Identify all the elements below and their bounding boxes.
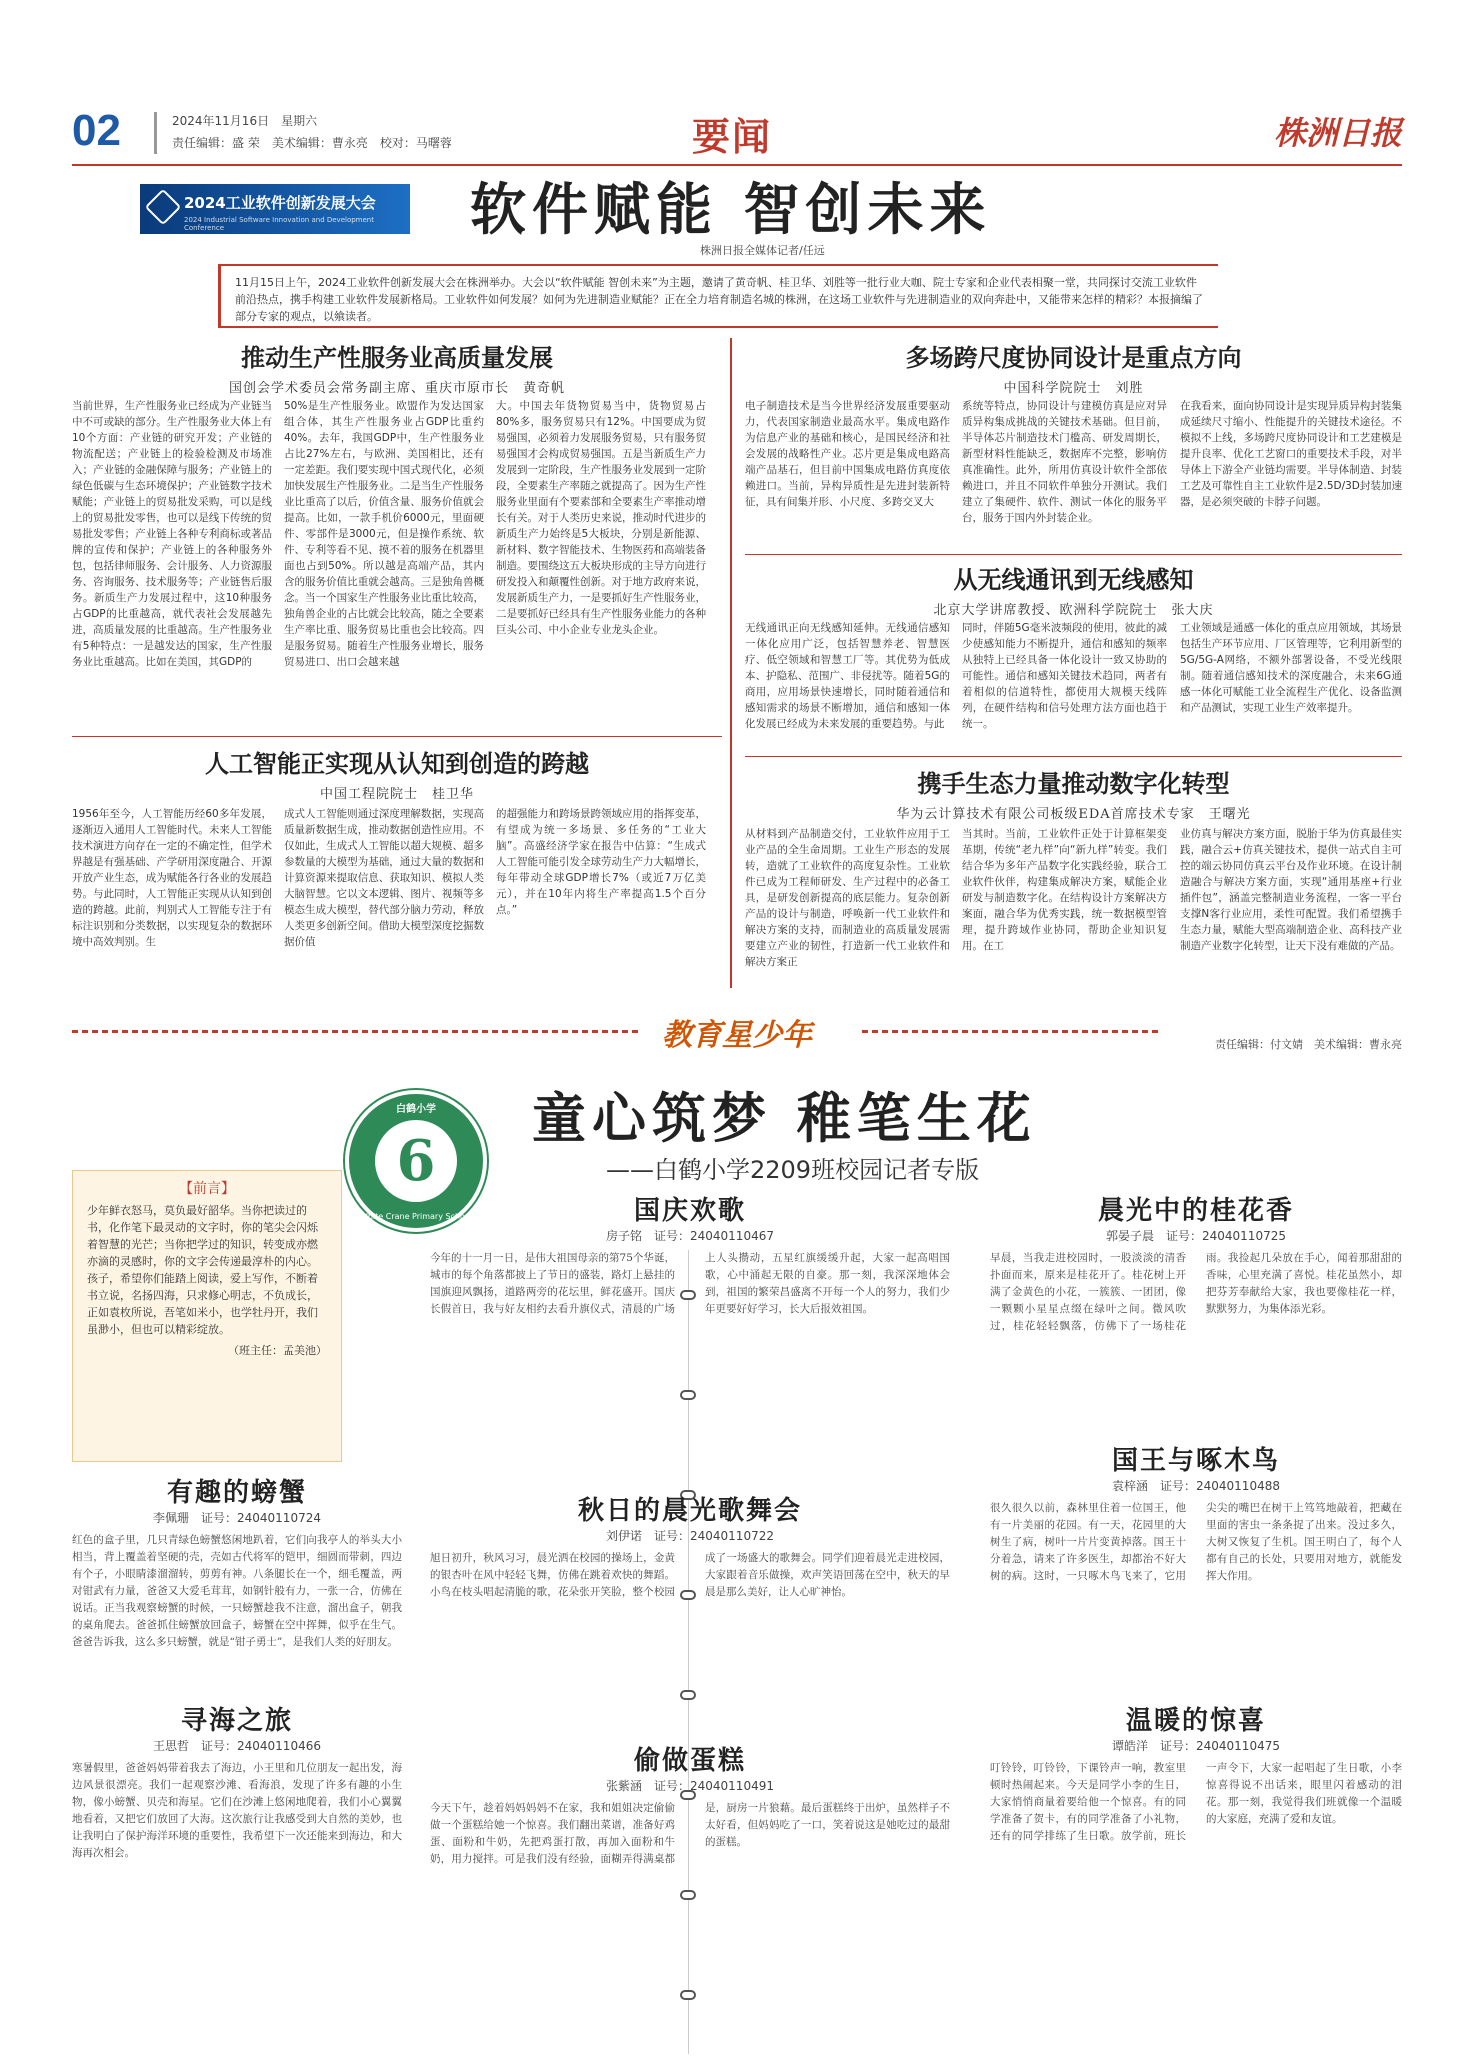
story-author: 李佩珊 证号：24040110724 xyxy=(153,1511,321,1525)
section-title: 要闻 xyxy=(692,114,773,159)
article-column: 当前世界，生产性服务业已经成为产业链当中不可或缺的部分。生产性服务业大体上有10个方面：产业链的研究开发；产业链的物流配送；产业链上的检验检测及市场准入；产业链的金融保障与服务；产业链上的绿色低碳与生态环境保护；产业链数字技术赋能；产业链上的贸易批发采购，可以是线上的贸易批发零售，也可以是线下传统的贸易批发零售；产业链上各种专利商标或著品牌的宣传和保护；产业链上的各种服务外包，包括律师服务、会计服务、人力资源服务、咨询服务、技术服务等；产业链售后服务。新质生产力发展过程中，这10种服务占GDP的比重越高，就代表社会发展越先进，高质量发展的比重越高。生产性服务业有5种特点：一是越发达的国家，生产性服务业比重越高。比如在美国，其GDP的 xyxy=(72,400,272,668)
story-title: 有趣的螃蟹 xyxy=(166,1478,307,1508)
article-collab-design xyxy=(745,338,1402,396)
page-header xyxy=(72,106,1402,162)
article-ai-creation xyxy=(72,744,722,802)
story-text: 今年的十一月一日，是伟大祖国母亲的第75个华诞，城市的每个角落都披上了节日的盛装，路灯上悬挂的国旗迎风飘扬，道路两旁的花坛里，鲜花盛开。国庆长假首日，我与好友相约去看升旗仪式，清晨的广场上人头攒动，五星红旗缓缓升起，大家一起高唱国歌，心中涌起无限的自豪。那一刻，我深深地体会到，祖国的繁荣昌盛离不开每一个人的努力，我们少年更要好好学习，长大后报效祖国。 xyxy=(430,1252,950,1315)
crane-icon: 6 xyxy=(396,1128,436,1194)
education-band xyxy=(72,1010,1402,1054)
article-byline: 中国工程院院士 桂卫华 xyxy=(319,787,474,802)
story-king-woodpecker xyxy=(990,1440,1402,1720)
article-divider xyxy=(745,756,1402,757)
preface-text: 少年鲜衣怒马，莫负最好韶华。当你把读过的书，化作笔下最灵动的文字时，你的笔尖会闪烁着智慧的光芒；当你把学过的知识，转变成亦燃亦滴的灵感时，你的文字会传递最淳朴的内心。孩子，希望你们能踏上阅读，爱上写作，不断着书立说，名扬四海，只求修心明志，不负成长，正如袁枚所说，吾笔如米小，也学牡丹开，我们虽渺小，但也可以精彩绽放。 xyxy=(87,1204,318,1336)
story-author: 王思哲 证号：24040110466 xyxy=(153,1739,321,1753)
story-text: 叮铃铃，叮铃铃，下课铃声一响，教室里顿时热闹起来。今天是同学小李的生日，大家悄悄商量着要给他一个惊喜。有的同学准备了贺卡，有的同学准备了小礼物，还有的同学排练了生日歌。放学前，班长一声令下，大家一起唱起了生日歌，小李惊喜得说不出话来，眼里闪着感动的泪花。那一刻，我觉得我们班就像一个温暖的大家庭，充满了爱和友谊。 xyxy=(990,1762,1402,1842)
article-byline: 国创会学术委员会常务副主席、重庆市原市长 黄奇帆 xyxy=(228,381,565,396)
story-cake xyxy=(430,1740,950,2040)
article-column: 工业领域是通感一体化的重点应用领域，其场景包括生产环节应用、厂区管理等，它利用新型的5G/5G-A网络，不额外部署设备，不受光线限制。随着通信感知技术的深度融合，未来6G通感一体化可赋能工业全流程生产优化、设备监测和产品测试，实现工业生产效率提升。 xyxy=(1180,622,1402,714)
story-author: 刘伊诺 证号：24040110722 xyxy=(606,1529,774,1543)
conference-banner xyxy=(140,184,410,234)
article-column: 50%是生产性服务业。欧盟作为发达国家组合体，其生产性服务业占GDP比重约40%。去年，我国GDP中，生产性服务业占比27%左右，与欧洲、美国相比，还有一定差距。我们要实现中国式现代化，必须加快发展生产性服务业。二是当生产性服务业比重高了以后，价值含量、服务价值就会提高。比如，一款手机价6000元，里面硬件、零部件是3000元，但是操作系统、软件、专利等看不见、摸不着的服务在机器里面也占到50%。所以越是高端产品，其内含的服务价值比重就会越高。三是独角兽概念。当一个国家生产性服务业比重比较高，独角兽企业的占比就会比较高，随之全要素生产率比重、服务贸易比重也会比较高。四是服务贸易。随着生产性服务业增长，服务贸易进口、出口会越来越 xyxy=(284,400,484,668)
story-title: 温暖的惊喜 xyxy=(1125,1706,1266,1736)
story-title: 国庆欢歌 xyxy=(633,1196,746,1226)
preface-title: 【前言】 xyxy=(179,1181,235,1197)
story-title: 偷做蛋糕 xyxy=(633,1746,746,1776)
emblem-english: White Crane Primary School xyxy=(359,1212,473,1221)
article-byline: 华为云计算技术有限公司板级EDA首席技术专家 王曙光 xyxy=(896,807,1251,822)
band-rule xyxy=(862,1030,1162,1033)
logo-part-a: 教育 xyxy=(662,1018,722,1053)
education-headline: 童心筑梦 稚笔生花 xyxy=(532,1087,1037,1150)
preface-signature: （班主任：孟美池） xyxy=(228,1344,327,1357)
conference-logo-icon xyxy=(145,189,182,226)
story-text: 寒暑假里，爸爸妈妈带着我去了海边，小王里和几位朋友一起出发，海边风景很漂亮。我们一起观察沙滩、看海浪，发现了许多有趣的小生物，像小螃蟹、贝壳和海星。它们在沙滩上悠闲地爬着，我们小心翼翼地看着，又把它们放回了大海。这次旅行让我感受到大自然的美妙，也让我明白了保护海洋环境的重要性，我希望下一次还能来到海边，和大海再次相会。 xyxy=(72,1762,402,1859)
article-column: 同时，伴随5G毫米波频段的使用，彼此的减少使感知能力不断提升，通信和感知的频率从独特上已经具备一体化设计一致又协助的可能性。通信和感知关键技术趋同，两者有着相似的信道特性，都使用大规模天线阵列，在硬件结构和信号处理方法方面也趋于统一。 xyxy=(962,622,1167,730)
preface-box xyxy=(72,1170,342,1462)
article-title: 人工智能正实现从认知到创造的跨越 xyxy=(205,749,589,778)
story-title: 寻海之旅 xyxy=(180,1706,293,1736)
band-rule xyxy=(72,1030,642,1033)
banner-subtitle: 2024 Industrial Software Innovation and Development Conference xyxy=(184,216,374,232)
story-warm-surprise xyxy=(990,1700,1402,2050)
story-author: 袁梓涵 证号：24040110488 xyxy=(1112,1479,1280,1493)
article-byline: 北京大学讲席教授、欧洲科学院院士 张大庆 xyxy=(933,603,1214,618)
story-text: 很久很久以前，森林里住着一位国王，他有一片美丽的花园。有一天，花园里的大树生了病，树叶一片片变黄掉落。国王十分着急，请来了许多医生，却都治不好大树的病。这时，一只啄木鸟飞来了，它用尖尖的嘴巴在树干上笃笃地敲着，把藏在里面的害虫一条条捉了出来。没过多久，大树又恢复了生机。国王明白了，每个人都有自己的长处，只要用对地方，就能发挥大作用。 xyxy=(990,1502,1402,1582)
article-column: 的超强能力和跨场景跨领域应用的指挥变革，有望成为统一多场景、多任务的“工业大脑”。高盛经济学家在报告中估算：“生成式人工智能可能引发全球劳动生产力大幅增长，每年带动全球GDP增长7%（或近7万亿美元），并在10年内将生产率提高1.5个百分点。” xyxy=(496,808,706,916)
article-title: 多场跨尺度协同设计是重点方向 xyxy=(905,343,1242,372)
feature-intro: 11月15日上午，2024工业软件创新发展大会在株洲举办。大会以“软件赋能 智创未来”为主题，邀请了黄奇帆、桂卫华、刘胜等一批行业大咖、院士专家和企业代表相聚一堂，共同探讨交流工业软件前沿热点，携手构建工业软件发展新格局。工业软件如何发展？如何为先进制造业赋能？正在全力培育制造名城的株洲，在这场工业软件与先进制造业的双向奔赴中，又能带来怎样的精彩？本报摘编了部分专家的观点，以飨读者。 xyxy=(218,264,1218,328)
header-divider xyxy=(154,112,157,154)
column-divider xyxy=(730,338,732,988)
article-column: 大。中国去年货物贸易当中，货物贸易占80%多，服务贸易只有12%。中国要成为贸易强国，必须着力发展服务贸易，只有服务贸易强国才会构成贸易强国。五是当新质生产力发展到一定阶段，生产性服务业发展到一定阶段，全要素生产率随之就提高了。因为生产性服务业里面有个要素部和全要素生产率推动增长有关。对于人类历史来说，推动时代进步的新质生产力始终是5大板块，分别是新能源、新材料、数字智能技术、生物医药和高端装备制造。要围绕这五大板块形成的主导方向进行研发投入和颠覆性创新。对于地方政府来说，发展新质生产力，一是要抓好生产性服务业，二是要抓好已经具有生产性服务业能力的各种巨头公司、中小企业专业龙头企业。 xyxy=(496,400,706,636)
story-national-day xyxy=(430,1190,950,1490)
article-wireless-sensing xyxy=(745,560,1402,618)
story-text: 红色的盒子里，几只青绿色螃蟹悠闲地趴着，它们向我亭人的举头大小相当，背上覆盖着坚硬的壳，壳如古代将军的铠甲，细圆而带刺，四边有个子，小眼睛漆溜溜转，剪剪有神。八条腿长在一个，细毛覆盖，两对钳武有力量，爸爸又大爱毛茸茸，如钢针般有力，一张一合，仿佛在说话。正当我观察螃蟹的时候，一只螃蟹趁我不注意，溜出盒子，朝我的桌角爬去。爸爸抓住螃蟹放回盒子，螃蟹在空中挥舞，似乎在生气。爸爸告诉我，这么多只螃蟹，就是“钳子勇士”，是我们人类的好朋友。 xyxy=(72,1534,402,1648)
story-title: 晨光中的桂花香 xyxy=(1097,1196,1294,1226)
article-column: 业仿真与解决方案方面，脱胎于华为仿真最佳实践，融合云+仿真关键技术，提供一站式自主可控的端云协同仿真云平台及作业环境。在设计制造融合与解决方案方面，实现“通用基座+行业插件包”，涵盖完整制造业务流程，一客一平台支撑N客行业应用，柔性可配置。我们希望携手生态力量，赋能大型高端制造企业、高科技产业制造产业数字化转型，让天下没有难做的产品。 xyxy=(1180,828,1402,952)
story-text: 早晨，当我走进校园时，一股淡淡的清香扑面而来，原来是桂花开了。桂花树上开满了金黄色的小花，一簇簇、一团团，像一颗颗小星星点缀在绿叶之间。微风吹过，桂花轻轻飘落，仿佛下了一场桂花雨。我捡起几朵放在手心，闻着那甜甜的香味，心里充满了喜悦。桂花虽然小，却把芬芳奉献给大家，我也要像桂花一样，默默努力，为集体添光彩。 xyxy=(990,1252,1402,1332)
story-author: 郭晏子晨 证号：24040110725 xyxy=(1106,1229,1286,1243)
story-osmanthus xyxy=(990,1190,1402,1470)
editor-credits: 责任编辑：盛 荣 美术编辑：曹永亮 校对：马曙蓉 xyxy=(172,136,452,150)
newspaper-logo: 株洲日报 xyxy=(1273,114,1402,152)
article-column: 当其时。当前，工业软件正处于计算框架变革期，传统“老九样”向“新九样”转变。我们结合华为多年产品数字化实践经验，联合工业软件伙伴，构建集成解决方案，赋能企业研发与制造数字化。在结构设计方案解决方案面，融合华为优秀实践，统一数据模型管理，提升跨域作业协同，帮助企业知识复用。在工 xyxy=(962,828,1167,952)
article-title: 从无线通讯到无线感知 xyxy=(953,565,1194,594)
article-column: 1956年至今，人工智能历经60多年发展，逐渐迈入通用人工智能时代。未来人工智能技术演进方向存在一定的不确定性，但学术界越是有强基础、产学研用深度融合、开源开放产业生态，成为赋能各行各业的发展趋势。与此同时，人工智能正实现从认知到创造的跨越。此前，判别式人工智能专注于有标注识别和分类数据，以实现复杂的数据环境中高效判别。生 xyxy=(72,808,272,948)
feature-byline: 株洲日报全媒体记者/任远 xyxy=(700,244,825,257)
education-logo xyxy=(662,1010,812,1054)
story-author: 房子铭 证号：24040110467 xyxy=(606,1229,774,1243)
logo-part-b: 星少年 xyxy=(722,1018,812,1053)
story-crab xyxy=(72,1472,402,1722)
emblem-name: 白鹤小学 xyxy=(396,1104,436,1115)
page-number: 02 xyxy=(72,106,121,155)
article-column: 系统等特点，协同设计与建模仿真是应对异质异构集成挑战的关键技术基础。但目前，半导体芯片制造技术门槛高、研发周期长，新型材料性能缺乏，数据库不完整，影响仿真准确性。此外，所用仿真设计软件全部依赖进口，并且不同软件单独分开测试。我们建立了集硬件、软件、测试一体化的服务平台，服务于国内外封装企业。 xyxy=(962,400,1167,524)
education-editors: 责任编辑：付文婧 美术编辑：曹永亮 xyxy=(1215,1038,1402,1051)
article-productive-services xyxy=(72,338,722,396)
story-author: 张紫涵 证号：24040110491 xyxy=(606,1779,774,1793)
issue-date: 2024年11月16日 星期六 xyxy=(172,114,318,128)
article-column: 成式人工智能则通过深度理解数据，实现高质量新数据生成，推动数据创造性应用。不仅如此，生成式人工智能以超大规模、超多参数量的大模型为基础，通过大量的数据和计算资源来提取信息、获取知识、模拟人类大脑智慧。它以文本逻辑、图片、视频等多模态生成大模型，替代部分脑力劳动，释放人类更多创新空间。借助大模型深度挖掘数据价值 xyxy=(284,808,484,948)
story-sea-trip xyxy=(72,1700,402,2060)
article-title: 推动生产性服务业高质量发展 xyxy=(241,343,553,372)
article-column: 无线通讯正向无线感知延伸。无线通信感知一体化应用广泛，包括智慧养老、智慧医疗、低空领域和智慧工厂等。其优势为低成本、护隐私、范围广、非侵扰等。随着5G的商用，应用场景快速增长，同时随着通信和感知需求的场景不断增加，通信和感知一体化发展已经成为未来发展的重要趋势。与此 xyxy=(745,622,950,730)
article-byline: 中国科学院院士 刘胜 xyxy=(1003,381,1144,396)
story-text: 旭日初升，秋风习习，晨光洒在校园的操场上，金黄的银杏叶在风中轻轻飞舞，仿佛在跳着欢快的舞蹈。小鸟在枝头唱起清脆的歌，花朵张开笑脸，整个校园成了一场盛大的歌舞会。同学们迎着晨光走进校园，大家跟着音乐做操，欢声笑语回荡在空中，秋天的早晨是那么美好，让人心旷神怡。 xyxy=(430,1552,950,1598)
story-text: 今天下午，趁着妈妈妈妈不在家，我和姐姐决定偷偷做一个蛋糕给她一个惊喜。我们翻出菜谱，准备好鸡蛋、面粉和牛奶，先把鸡蛋打散，再加入面粉和牛奶，用力搅拌。可是我们没有经验，面糊弄得满桌都是，厨房一片狼藉。最后蛋糕终于出炉，虽然样子不太好看，但妈妈吃了一口，笑着说这是她吃过的最甜的蛋糕。 xyxy=(430,1802,950,1865)
story-title: 国王与啄木鸟 xyxy=(1111,1446,1280,1476)
article-title: 携手生态力量推动数字化转型 xyxy=(917,769,1230,798)
article-column: 电子制造技术是当今世界经济发展重要驱动力，代表国家制造业最高水平。集成电路作为信息产业的基础和核心，是国民经济和社会发展的战略性产业。芯片更是集成电路高端产品基石，但目前中国集成电路仿真度依赖进口。当前，异构异质性是先进封装新特征，具有间集并形、小尺度、多跨交叉大 xyxy=(745,400,950,508)
story-author: 谭皓洋 证号：24040110475 xyxy=(1112,1739,1280,1753)
education-subtitle: ——白鹤小学2209班校园记者专版 xyxy=(606,1156,980,1184)
article-divider xyxy=(745,554,1402,555)
story-autumn-dance xyxy=(430,1490,950,1750)
article-column: 在我看来，面向协同设计是实现异质异构封装集成延续尺寸缩小、性能提升的关键技术途径。不模拟不上线，多场跨尺度协同设计和工艺建模是提升良率、优化工艺窗口的重要技术手段，对半导体上下游全产业链均需要。半导体制造、封装工艺及可靠性自主工业软件是2.5D/3D封装加速器，是必须突破的卡脖子问题。 xyxy=(1180,400,1402,508)
feature-headline: 软件赋能 智创未来 xyxy=(470,178,992,243)
article-digital-transform xyxy=(745,764,1402,822)
article-column: 从材料到产品制造交付，工业软件应用于工业产品的全生命周期。工业生产形态的发展转，造就了工业软件的高度复杂性。工业软件已成为工程师研发、生产过程中的必备工具，是研发创新提高的底层能力。复杂创新产品的设计与制造，呼唤新一代工业软件和解决方案的支持，而制造业的高质量发展需要建立产业的韧性，打造新一代工业软件和解决方案正 xyxy=(745,828,950,968)
banner-title: 2024工业软件创新发展大会 xyxy=(184,194,376,212)
article-divider xyxy=(72,736,722,737)
story-title: 秋日的晨光歌舞会 xyxy=(577,1496,802,1526)
